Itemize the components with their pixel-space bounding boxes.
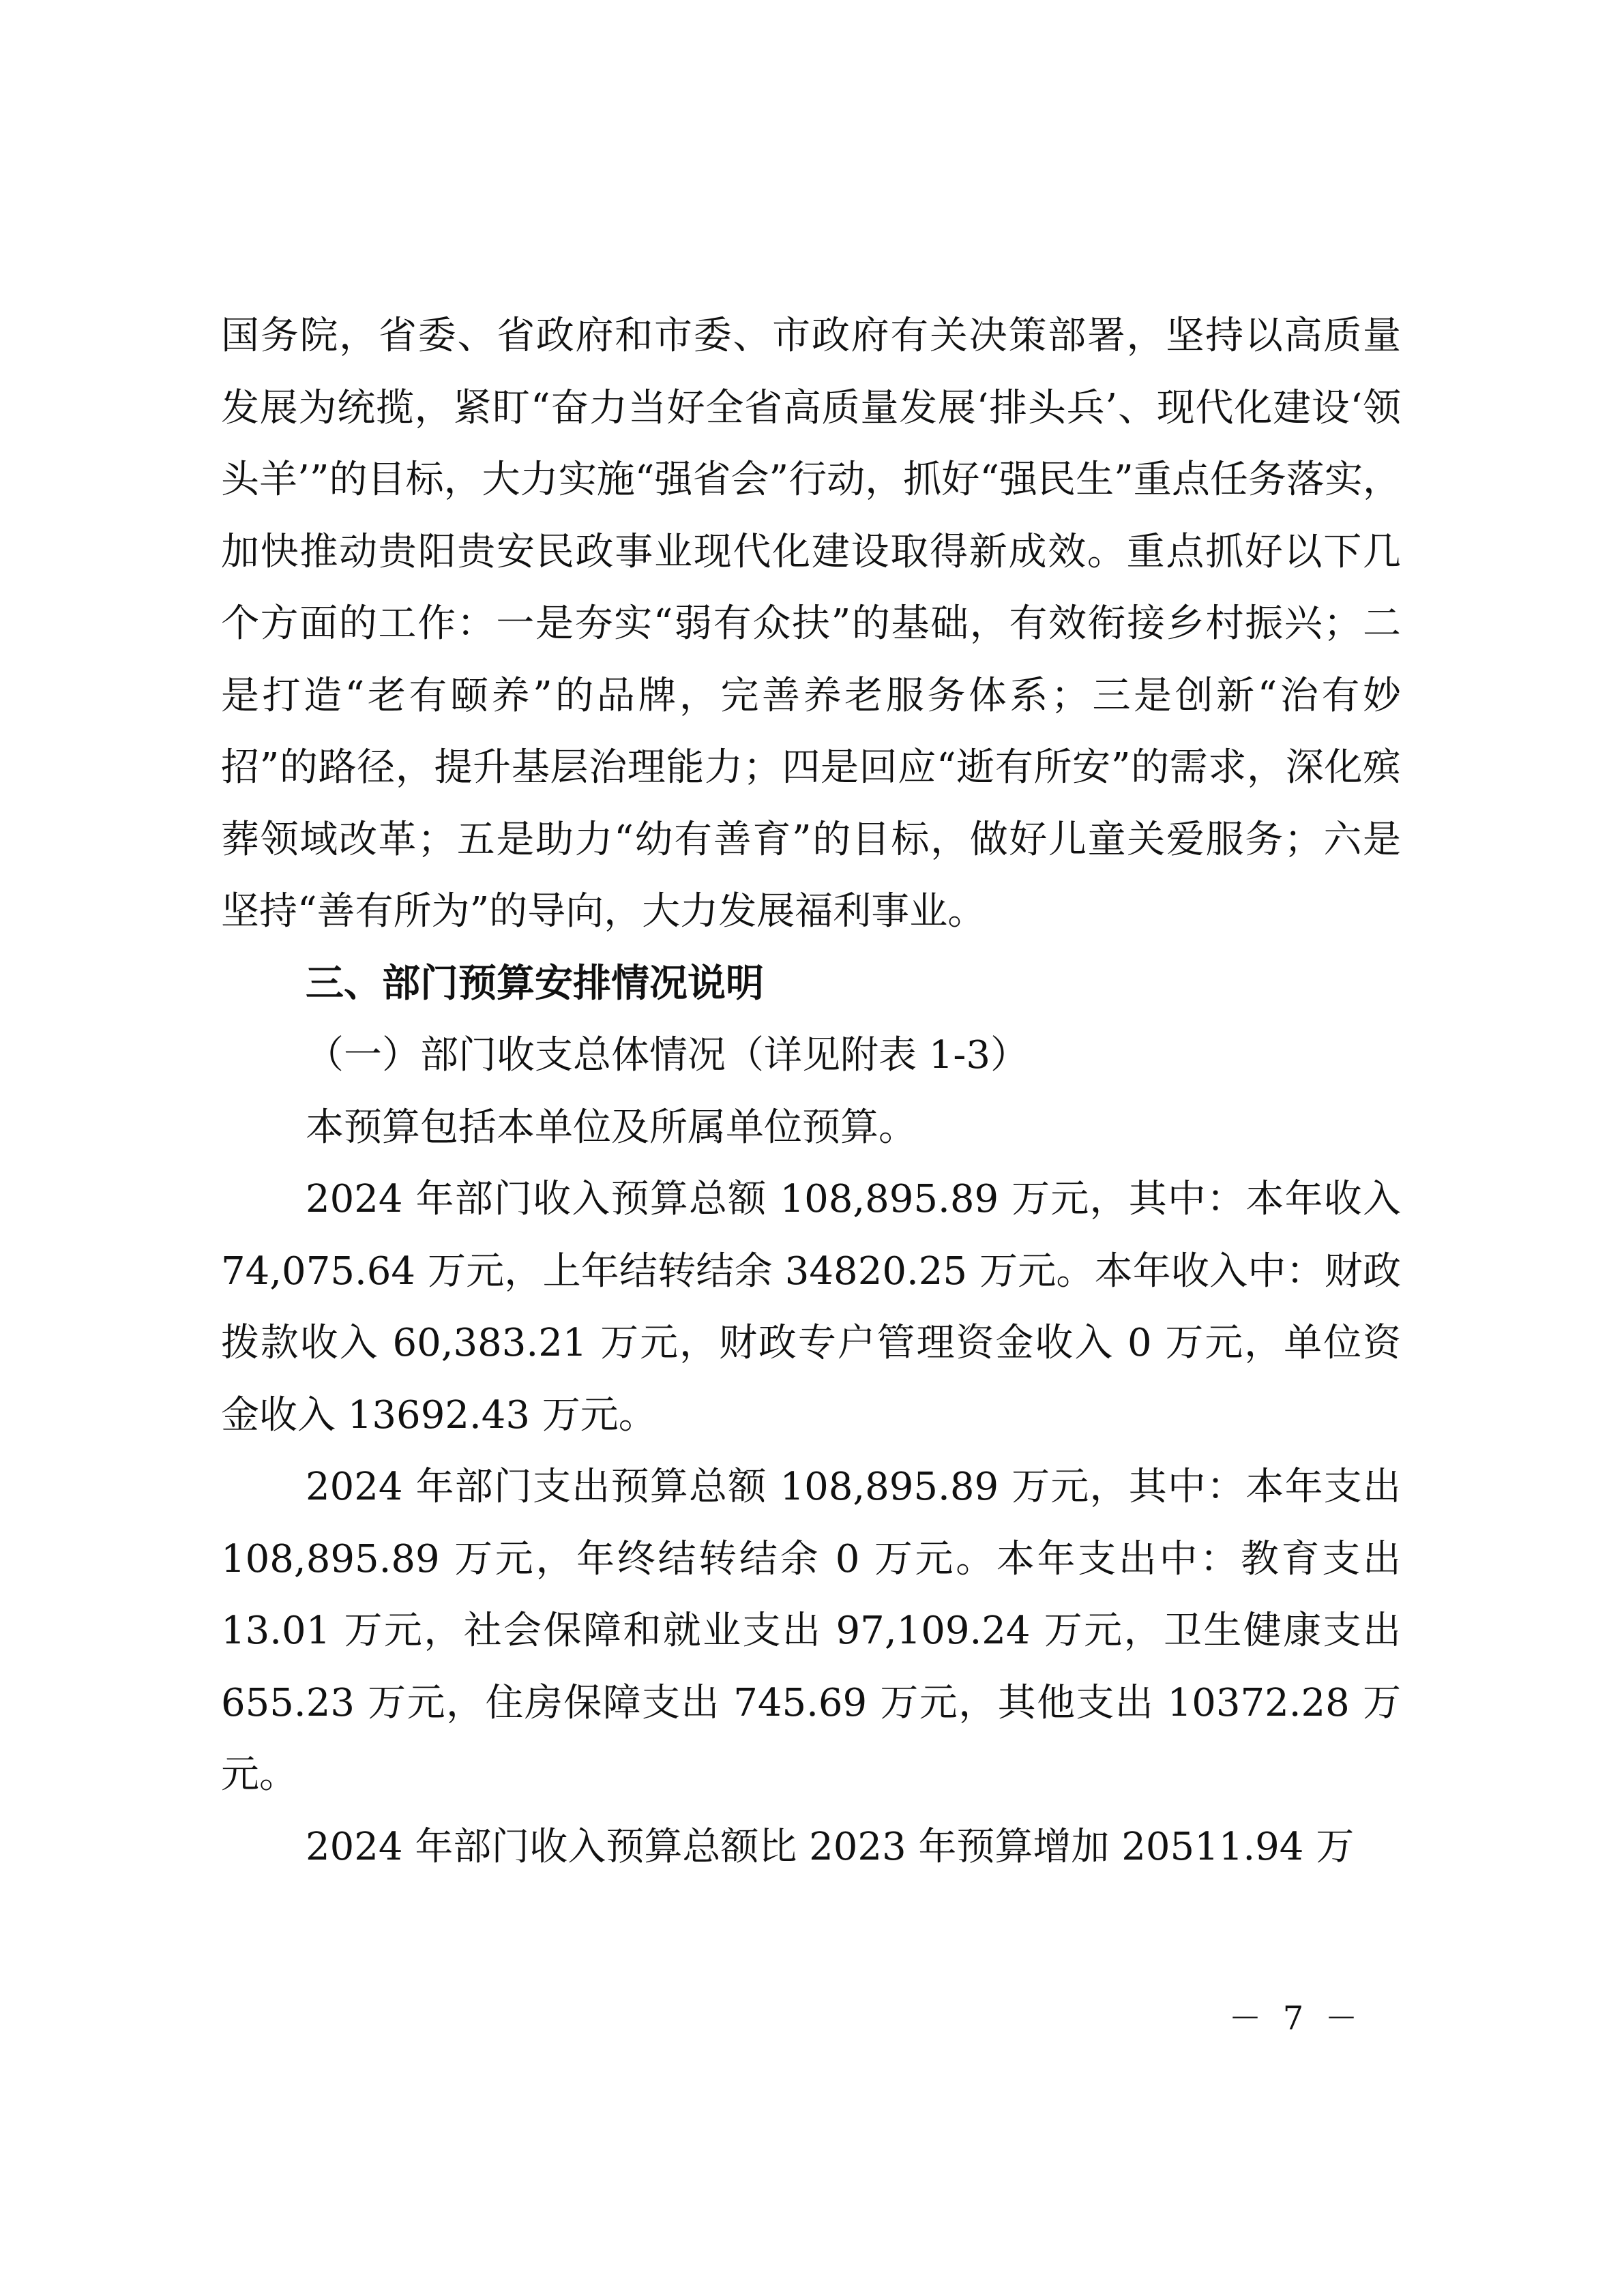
paragraph-comparison: 2024 年部门收入预算总额比 2023 年预算增加 20511.94 万 bbox=[306, 1824, 1355, 1869]
paragraph-work-priorities: 国务院，省委、省政府和市委、市政府有关决策部署，坚持以高质量发展为统揽，紧盯“奋力当好全省高质量发展‘排头兵’、现代化建设‘领头羊’”的目标，大力实施“强省会”行动，抓好“强民生”重点任务落实，加快推动贵阳贵安民政事业现代化建设取得新成效。重点抓好以下几个方面的工作：一是夯实“弱有众扶”的基础，有效衔接乡村振兴；二是打造“老有颐养”的品牌，完善养老服务体系；三是创新“治有妙招”的路径，提升基层治理能力；四是回应“逝有所安”的需求，深化殡葬领域改革；五是助力“幼有善育”的目标，做好儿童关爱服务；六是坚持“善有所为”的导向，大力发展福利事业。 bbox=[221, 314, 1401, 934]
subsection-heading-overview: （一）部门收支总体情况（详见附表 1-3） bbox=[306, 1033, 1029, 1077]
paragraph-income: 2024 年部门收入预算总额 108,895.89 万元，其中：本年收入 74,075.64 万元，上年结转结余 34820.25 万元。本年收入中：财政拨款收入 60,383.21 万元，财政专户管理资金收入 0 万元，单位资金收入 13692.43 万元。 bbox=[221, 1177, 1401, 1437]
page-number: － 7 － bbox=[1228, 1999, 1363, 2038]
paragraph-expenditure: 2024 年部门支出预算总额 108,895.89 万元，其中：本年支出 108,895.89 万元，年终结转结余 0 万元。本年支出中：教育支出 13.01 万元，社会保障和就业支出 97,109.24 万元，卫生健康支出 655.23 万元，住房保障支出 745.69 万元，其他支出 10372.28 万元。 bbox=[221, 1465, 1401, 1797]
body-text bbox=[221, 300, 1401, 1883]
section-heading-budget: 三、部门预算安排情况说明 bbox=[306, 961, 764, 1006]
paragraph-scope: 本预算包括本单位及所属单位预算。 bbox=[306, 1105, 917, 1150]
